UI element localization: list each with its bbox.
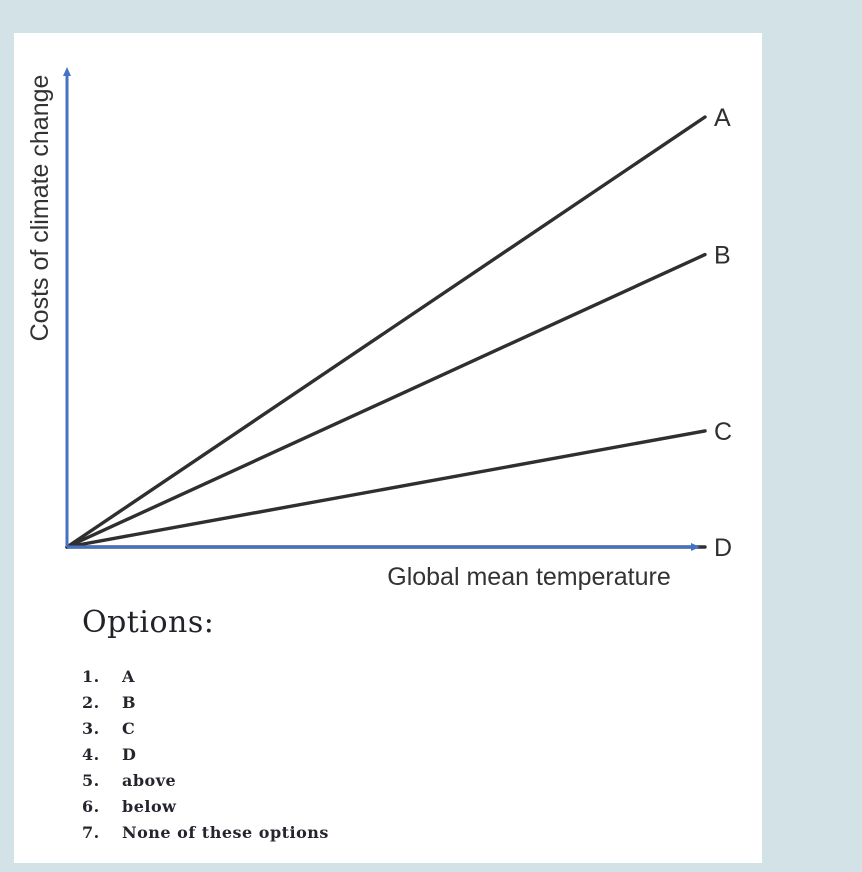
options-section — [82, 605, 742, 846]
option-number: 7. — [82, 823, 100, 842]
option-item — [82, 716, 742, 742]
option-label: below — [122, 797, 177, 816]
option-label: B — [122, 693, 137, 712]
line-label-A: A — [714, 104, 731, 132]
question-card — [14, 33, 762, 863]
option-number: 6. — [82, 797, 100, 816]
option-number: 4. — [82, 745, 100, 764]
option-label: A — [122, 667, 135, 686]
option-label: C — [122, 719, 136, 738]
option-number: 3. — [82, 719, 100, 738]
option-label: None of these options — [122, 823, 329, 842]
y-axis-label: Costs of climate change — [26, 74, 54, 342]
line-label-B: B — [714, 241, 731, 270]
options-heading: Options: — [82, 605, 215, 640]
option-item — [82, 794, 742, 820]
line-label-C: C — [714, 417, 733, 446]
chart-line-labels — [714, 104, 732, 562]
option-item — [82, 820, 742, 846]
series-line-C — [67, 431, 705, 547]
option-item — [82, 690, 742, 716]
option-item — [82, 664, 742, 690]
option-number: 1. — [82, 667, 100, 686]
cost-temperature-chart — [14, 33, 762, 633]
option-label: D — [122, 745, 137, 764]
option-item — [82, 768, 742, 794]
option-number: 2. — [82, 693, 100, 712]
x-axis-label: Global mean temperature — [387, 563, 671, 591]
series-line-A — [67, 117, 705, 547]
option-item — [82, 742, 742, 768]
chart-axes — [67, 71, 696, 547]
series-line-B — [67, 255, 705, 547]
option-number: 5. — [82, 771, 100, 790]
chart-lines — [67, 117, 705, 547]
line-label-D: D — [714, 534, 733, 562]
options-list — [82, 664, 742, 846]
option-label: above — [122, 771, 177, 790]
